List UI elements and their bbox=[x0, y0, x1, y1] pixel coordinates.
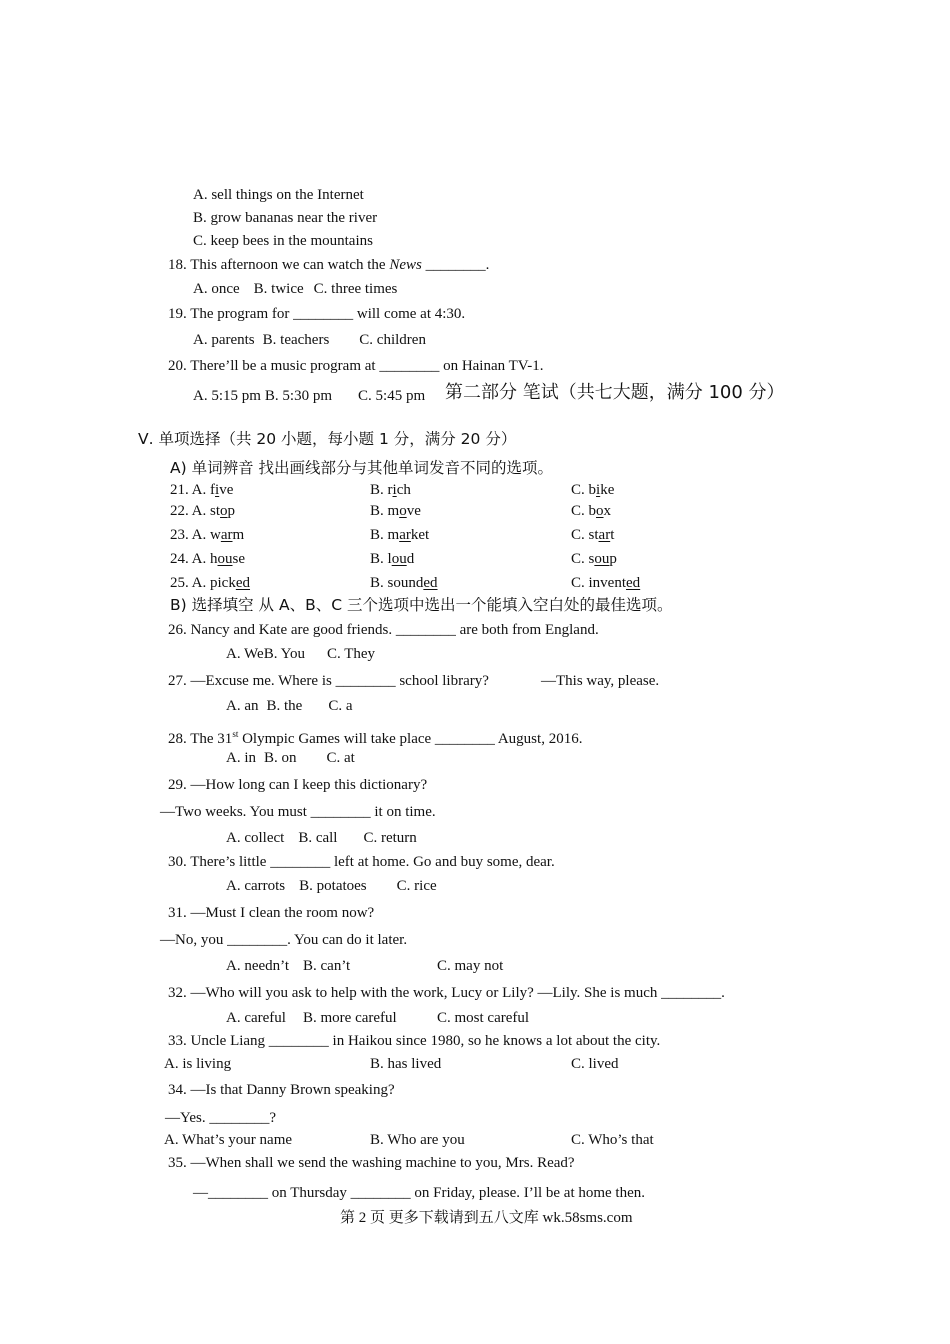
q22-option-a: 22. A. stop bbox=[170, 503, 236, 519]
q30-options bbox=[226, 876, 437, 896]
q18-option-a: A. once bbox=[193, 281, 240, 297]
q29-option-c: C. return bbox=[363, 830, 417, 846]
q34-question: 34. —Is that Danny Brown speaking? bbox=[168, 1082, 395, 1098]
q35-reply: —________ on Thursday ________ on Friday, please. I’ll be at home then. bbox=[193, 1185, 646, 1201]
q18-option-c: C. three times bbox=[313, 281, 398, 297]
q25-option-b: B. sounded bbox=[370, 575, 438, 591]
part2-heading: 第二部分 笔试（共七大题，满分 100 分） bbox=[445, 382, 785, 403]
q29-question: 29. —How long can I keep this dictionary? bbox=[168, 777, 428, 793]
q26-option-c: C. They bbox=[326, 646, 376, 662]
q19-option-c: C. children bbox=[359, 332, 426, 348]
q34-reply: —Yes. ________? bbox=[165, 1110, 276, 1126]
q17-option-c: C. keep bees in the mountains bbox=[193, 233, 373, 249]
q18-italic: News bbox=[389, 257, 422, 273]
q25-option-a: 25. A. picked bbox=[170, 575, 251, 591]
q19-option-a: A. parents bbox=[193, 332, 255, 348]
q18-number: 18. bbox=[168, 257, 187, 273]
q26-option-b: B. You bbox=[263, 646, 305, 662]
q28-option-c: C. at bbox=[326, 750, 355, 766]
q31-option-b: B. can’t bbox=[303, 958, 351, 974]
q21-option-c: C. bike bbox=[571, 482, 615, 498]
q22-option-c: C. box bbox=[571, 503, 612, 519]
q25-option-c: C. invented bbox=[571, 575, 641, 591]
q34-option-c: C. Who’s that bbox=[571, 1132, 654, 1148]
q17-option-b: B. grow bananas near the river bbox=[193, 210, 378, 226]
q18-option-b: B. twice bbox=[253, 281, 304, 297]
q29-reply: —Two weeks. You must ________ it on time. bbox=[160, 804, 436, 820]
q24-option-b: B. loud bbox=[370, 551, 415, 567]
q33-option-b: B. has lived bbox=[370, 1056, 442, 1072]
q18-question bbox=[168, 255, 489, 275]
q20-option-a: A. 5:15 pm bbox=[193, 388, 261, 404]
q17-option-a: A. sell things on the Internet bbox=[193, 187, 364, 203]
q33-option-c: C. lived bbox=[571, 1056, 619, 1072]
q21-option-a: 21. A. five bbox=[170, 482, 234, 498]
q19-options bbox=[193, 330, 426, 350]
q19-question: 19. The program for ________ will come at 4:30. bbox=[168, 306, 466, 322]
q30-option-a: A. carrots bbox=[226, 878, 286, 894]
q23-option-b: B. market bbox=[370, 527, 430, 543]
q33-option-a: A. is living bbox=[164, 1056, 232, 1072]
page-footer: 第 2 页 更多下载请到五八文库 wk.58sms.com bbox=[340, 1210, 633, 1226]
q31-question: 31. —Must I clean the room now? bbox=[168, 905, 375, 921]
q31-option-c: C. may not bbox=[437, 958, 504, 974]
q26-question: 26. Nancy and Kate are good friends. ________ are both from England. bbox=[168, 622, 599, 638]
q18-text-post: ________. bbox=[421, 257, 490, 273]
q18-text-pre: This afternoon we can watch the bbox=[190, 257, 390, 273]
q35-question: 35. —When shall we send the washing machine to you, Mrs. Read? bbox=[168, 1155, 575, 1171]
q32-option-c: C. most careful bbox=[437, 1010, 530, 1026]
q21-option-b: B. rich bbox=[370, 482, 411, 498]
q27-options bbox=[226, 696, 353, 716]
q32-question: 32. —Who will you ask to help with the work, Lucy or Lily? —Lily. She is much ________. bbox=[168, 985, 725, 1001]
q23-option-a: 23. A. warm bbox=[170, 527, 245, 543]
section5-heading: Ⅴ. 单项选择（共 20 小题，每小题 1 分，满分 20 分） bbox=[138, 430, 517, 448]
q28-options bbox=[226, 748, 355, 768]
q24-option-a: 24. A. house bbox=[170, 551, 246, 567]
q30-option-c: C. rice bbox=[396, 878, 437, 894]
q27-question: 27. —Excuse me. Where is ________ school library? bbox=[168, 673, 489, 689]
q30-question: 30. There’s little ________ left at home. Go and buy some, dear. bbox=[168, 854, 555, 870]
q29-option-a: A. collect bbox=[226, 830, 285, 846]
q20-options bbox=[193, 386, 425, 406]
q32-option-a: A. careful bbox=[226, 1010, 286, 1026]
q20-option-c: C. 5:45 pm bbox=[358, 388, 426, 404]
q29-options bbox=[226, 828, 417, 848]
q28-question: 28. The 31st Olympic Games will take place ________ August, 2016. bbox=[168, 729, 583, 747]
q20-option-b: B. 5:30 pm bbox=[264, 388, 333, 404]
q27-option-c: C. a bbox=[328, 698, 353, 714]
q32-option-b: B. more careful bbox=[303, 1010, 397, 1026]
q27-reply: —This way, please. bbox=[541, 673, 660, 689]
q30-option-b: B. potatoes bbox=[299, 878, 367, 894]
q31-option-a: A. needn’t bbox=[226, 958, 290, 974]
q19-option-b: B. teachers bbox=[262, 332, 330, 348]
q31-reply: —No, you ________. You can do it later. bbox=[160, 932, 408, 948]
q22-option-b: B. move bbox=[370, 503, 421, 519]
subA-heading: A) 单词辨音 找出画线部分与其他单词发音不同的选项。 bbox=[170, 459, 554, 477]
q29-option-b: B. call bbox=[298, 830, 338, 846]
q27-option-a: A. an bbox=[226, 698, 259, 714]
q26-options bbox=[226, 644, 375, 664]
q18-options bbox=[193, 279, 397, 299]
q24-option-c: C. soup bbox=[571, 551, 617, 567]
q28-option-b: B. on bbox=[264, 750, 297, 766]
q33-question: 33. Uncle Liang ________ in Haikou since 1980, so he knows a lot about the city. bbox=[168, 1033, 661, 1049]
q27-option-b: B. the bbox=[266, 698, 303, 714]
q34-option-a: A. What’s your name bbox=[164, 1132, 293, 1148]
q23-option-c: C. start bbox=[571, 527, 615, 543]
q20-question: 20. There’ll be a music program at ________ on Hainan TV-1. bbox=[168, 358, 544, 374]
q26-option-a: A. We bbox=[226, 646, 264, 662]
q34-option-b: B. Who are you bbox=[370, 1132, 465, 1148]
subB-heading: B) 选择填空 从 A、B、C 三个选项中选出一个能填入空白处的最佳选项。 bbox=[170, 596, 673, 614]
q28-option-a: A. in bbox=[226, 750, 256, 766]
